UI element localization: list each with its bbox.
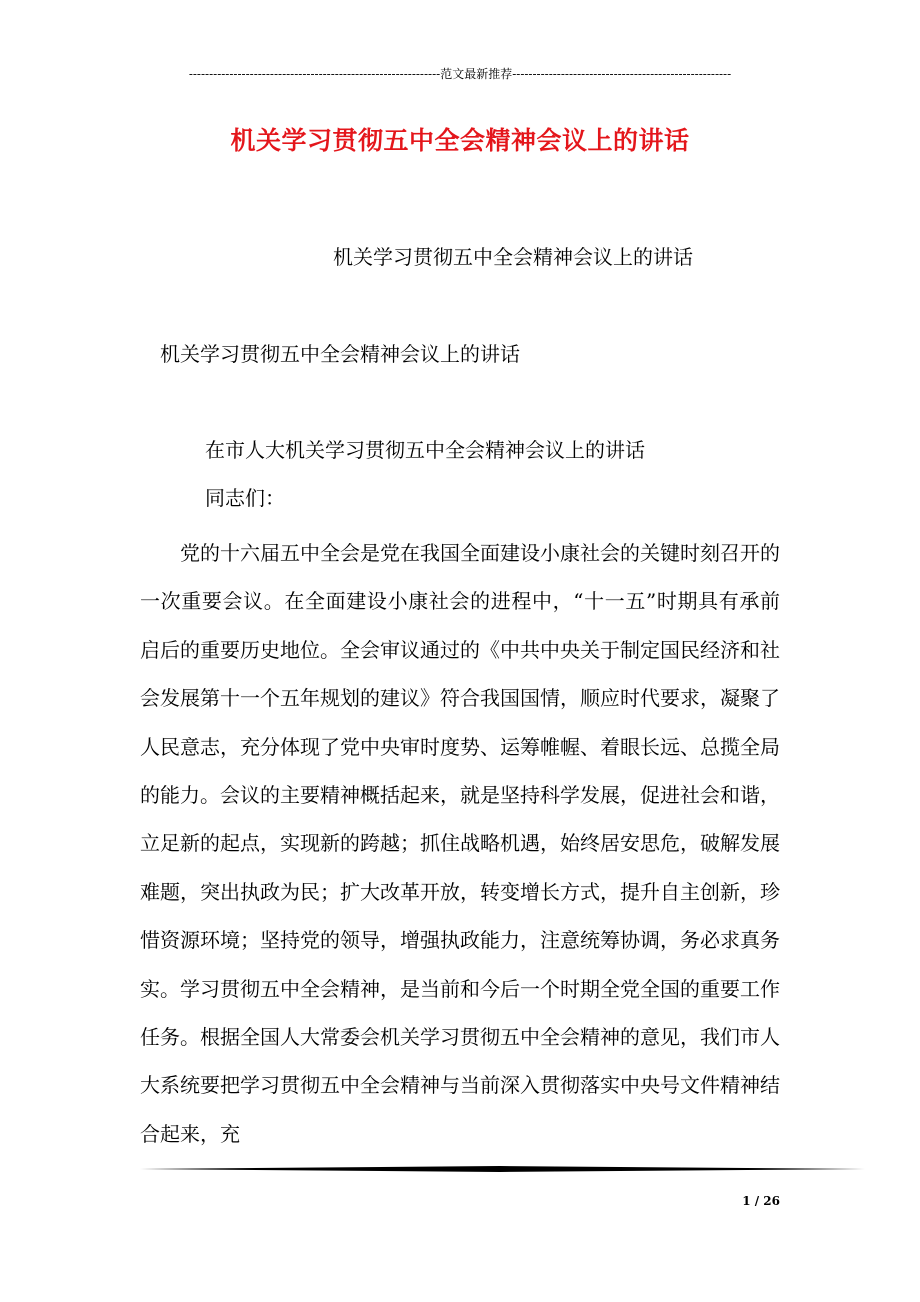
salutation: 同志们： bbox=[205, 486, 285, 510]
body-paragraph: 党的十六届五中全会是党在我国全面建设小康社会的关键时刻召开的一次重要会议。在全面建设小康社会的进程中，“十一五”时期具有承前启后的重要历史地位。全会审议通过的《中共中央关于制定国民经济和社会发展第十一个五年规划的建议》符合我国国情，顺应时代要求，凝聚了人民意志，充分体现了党中央审时度势、运筹帷幄、着眼长远、总揽全局的能力。会议的主要精神概括起来，就是坚持科学发展，促进社会和谐，立足新的起点，实现新的跨越；抓住战略机遇，始终居安思危，破解发展难题，突出执政为民；扩大改革开放，转变增长方式，提升自主创新，珍惜资源环境；坚持党的领导，增强执政能力，注意统筹协调，务必求真务实。学习贯彻五中全会精神，是当前和今后一个时期全党全国的重要工作任务。根据全国人大常委会机关学习贯彻五中全会精神的意见，我们市人大系统要把学习贯彻五中全会精神与当前深入贯彻落实中央号文件精神结合起来，充 bbox=[140, 541, 780, 1146]
page-number: 1 / 26 bbox=[742, 1194, 780, 1208]
subtitle-left: 机关学习贯彻五中全会精神会议上的讲话 bbox=[160, 342, 520, 366]
header-banner: --------------------------------------------------------------范文最新推荐------------------------------------------------------ bbox=[188, 67, 732, 81]
subtitle-right: 机关学习贯彻五中全会精神会议上的讲话 bbox=[333, 245, 693, 269]
speech-title: 在市人大机关学习贯彻五中全会精神会议上的讲话 bbox=[205, 438, 645, 462]
footer-divider bbox=[140, 1165, 865, 1173]
document-title: 机关学习贯彻五中全会精神会议上的讲话 bbox=[230, 126, 690, 155]
